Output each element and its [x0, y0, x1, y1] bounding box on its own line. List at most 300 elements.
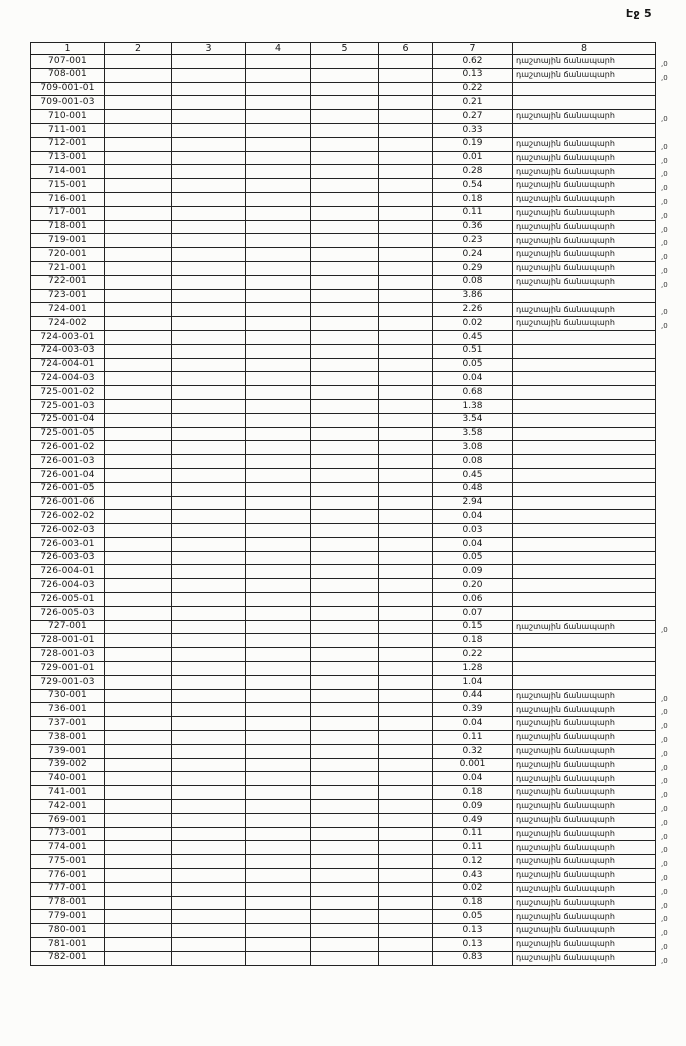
cell-empty	[311, 537, 379, 551]
margin-mark: ,0	[661, 625, 668, 634]
cell-empty	[246, 68, 311, 82]
table-row	[31, 827, 686, 841]
cell-empty	[311, 427, 379, 441]
cell-empty	[311, 496, 379, 510]
margin-mark: ,0	[661, 694, 668, 703]
cell-code: 726-002-02	[31, 510, 105, 524]
table-row	[31, 524, 686, 538]
cell-code: 779-001	[31, 910, 105, 924]
cell-code: 724-003-01	[31, 330, 105, 344]
cell-road-type	[513, 606, 656, 620]
cell-empty	[379, 289, 433, 303]
cell-code: 725-001-05	[31, 427, 105, 441]
margin-mark	[656, 386, 686, 400]
cell-code: 707-001	[31, 55, 105, 69]
table-row	[31, 951, 686, 965]
cell-code: 717-001	[31, 206, 105, 220]
table-row	[31, 537, 686, 551]
cell-empty	[172, 620, 246, 634]
table-row	[31, 869, 686, 883]
cell-empty	[246, 192, 311, 206]
cell-road-type	[513, 468, 656, 482]
cell-empty	[311, 869, 379, 883]
cell-empty	[379, 855, 433, 869]
cell-code: 720-001	[31, 248, 105, 262]
cell-empty	[311, 441, 379, 455]
margin-mark: ,0	[661, 280, 668, 289]
column-header-5: 5	[311, 43, 379, 55]
cell-value: 2.94	[433, 496, 513, 510]
cell-code: 726-004-01	[31, 565, 105, 579]
cell-empty	[172, 813, 246, 827]
cell-road-type: դաշտային ճանապարհ	[513, 703, 656, 717]
cell-empty	[105, 910, 172, 924]
cell-empty	[105, 427, 172, 441]
table-row	[31, 179, 686, 193]
cell-empty	[172, 358, 246, 372]
cell-code: 722-001	[31, 275, 105, 289]
cell-empty	[105, 951, 172, 965]
table-body	[31, 55, 686, 966]
margin-mark	[656, 441, 686, 455]
cell-empty	[172, 137, 246, 151]
margin-mark: ,0	[661, 901, 668, 910]
cell-empty	[172, 96, 246, 110]
cell-empty	[105, 717, 172, 731]
cell-empty	[246, 165, 311, 179]
margin-mark: ,0	[661, 749, 668, 758]
cell-value: 0.51	[433, 344, 513, 358]
cell-value: 0.13	[433, 924, 513, 938]
cell-value: 3.58	[433, 427, 513, 441]
table-row	[31, 344, 686, 358]
cell-empty	[246, 344, 311, 358]
cell-empty	[379, 82, 433, 96]
cell-road-type: դաշտային ճանապարհ	[513, 951, 656, 965]
table-row	[31, 151, 686, 165]
cell-empty	[172, 68, 246, 82]
cell-empty	[379, 620, 433, 634]
cell-value: 0.09	[433, 565, 513, 579]
cell-value: 1.04	[433, 675, 513, 689]
cell-empty	[379, 248, 433, 262]
cell-empty	[311, 330, 379, 344]
cell-empty	[379, 358, 433, 372]
table-row	[31, 717, 686, 731]
cell-value: 0.01	[433, 151, 513, 165]
cell-code: 736-001	[31, 703, 105, 717]
cell-empty	[379, 96, 433, 110]
cell-value: 0.05	[433, 910, 513, 924]
cell-value: 0.33	[433, 123, 513, 137]
cell-road-type	[513, 482, 656, 496]
cell-road-type: դաշտային ճանապարհ	[513, 234, 656, 248]
cell-value: 0.39	[433, 703, 513, 717]
cell-empty	[311, 455, 379, 469]
cell-code: 781-001	[31, 938, 105, 952]
column-header-7: 7	[433, 43, 513, 55]
cell-empty	[105, 248, 172, 262]
cell-value: 0.18	[433, 634, 513, 648]
cell-road-type: դաշտային ճանապարհ	[513, 317, 656, 331]
cell-empty	[105, 938, 172, 952]
cell-empty	[105, 786, 172, 800]
margin-mark: ,0	[661, 253, 668, 262]
margin-mark	[656, 648, 686, 662]
cell-code: 730-001	[31, 689, 105, 703]
cell-empty	[172, 800, 246, 814]
cell-road-type	[513, 96, 656, 110]
cell-empty	[105, 275, 172, 289]
cell-road-type	[513, 551, 656, 565]
cell-value: 0.20	[433, 579, 513, 593]
cell-empty	[172, 82, 246, 96]
cell-empty	[246, 330, 311, 344]
cell-empty	[105, 82, 172, 96]
cell-code: 724-001	[31, 303, 105, 317]
cell-empty	[246, 744, 311, 758]
table-row	[31, 662, 686, 676]
table-row	[31, 620, 686, 634]
margin-mark	[656, 413, 686, 427]
cell-empty	[172, 510, 246, 524]
cell-empty	[379, 648, 433, 662]
cell-empty	[379, 510, 433, 524]
cell-code: 726-003-03	[31, 551, 105, 565]
cell-empty	[311, 606, 379, 620]
table-row	[31, 744, 686, 758]
cell-road-type: դաշտային ճանապարհ	[513, 137, 656, 151]
margin-mark	[656, 372, 686, 386]
table-row	[31, 206, 686, 220]
cell-code: 726-002-03	[31, 524, 105, 538]
cell-empty	[379, 841, 433, 855]
cell-empty	[246, 372, 311, 386]
cell-value: 0.11	[433, 841, 513, 855]
cell-empty	[172, 924, 246, 938]
cell-empty	[105, 510, 172, 524]
cell-road-type	[513, 441, 656, 455]
cell-empty	[379, 524, 433, 538]
cell-empty	[246, 703, 311, 717]
cell-value: 0.68	[433, 386, 513, 400]
cell-value: 0.44	[433, 689, 513, 703]
cell-empty	[105, 261, 172, 275]
cell-empty	[379, 938, 433, 952]
cell-empty	[105, 468, 172, 482]
cell-empty	[246, 510, 311, 524]
column-header-3: 3	[172, 43, 246, 55]
cell-empty	[311, 344, 379, 358]
cell-empty	[379, 703, 433, 717]
cell-empty	[105, 96, 172, 110]
cell-value: 0.48	[433, 482, 513, 496]
cell-empty	[311, 482, 379, 496]
cell-empty	[311, 924, 379, 938]
cell-empty	[172, 634, 246, 648]
cell-value: 0.09	[433, 800, 513, 814]
margin-mark	[656, 565, 686, 579]
cell-empty	[379, 565, 433, 579]
cell-value: 2.26	[433, 303, 513, 317]
cell-value: 0.22	[433, 82, 513, 96]
cell-empty	[311, 882, 379, 896]
cell-value: 0.04	[433, 717, 513, 731]
cell-empty	[246, 772, 311, 786]
cell-empty	[105, 620, 172, 634]
cell-empty	[311, 179, 379, 193]
cell-code: 710-001	[31, 110, 105, 124]
cell-value: 0.54	[433, 179, 513, 193]
table-row	[31, 386, 686, 400]
cell-empty	[246, 179, 311, 193]
margin-mark	[656, 455, 686, 469]
cell-empty	[311, 55, 379, 69]
cell-empty	[246, 524, 311, 538]
cell-value: 0.62	[433, 55, 513, 69]
table-row	[31, 579, 686, 593]
cell-code: 726-003-01	[31, 537, 105, 551]
cell-code: 774-001	[31, 841, 105, 855]
cell-empty	[379, 275, 433, 289]
cell-empty	[246, 303, 311, 317]
cell-empty	[379, 137, 433, 151]
cell-empty	[311, 96, 379, 110]
margin-mark: ,0	[661, 873, 668, 882]
cell-road-type	[513, 413, 656, 427]
table-row	[31, 96, 686, 110]
cell-value: 0.04	[433, 510, 513, 524]
table-row	[31, 689, 686, 703]
cell-road-type: դաշտային ճանապարհ	[513, 261, 656, 275]
cell-code: 729-001-01	[31, 662, 105, 676]
table-row	[31, 248, 686, 262]
cell-value: 3.54	[433, 413, 513, 427]
table-row	[31, 123, 686, 137]
cell-value: 1.38	[433, 399, 513, 413]
cell-empty	[311, 137, 379, 151]
cell-value: 0.15	[433, 620, 513, 634]
cell-empty	[246, 786, 311, 800]
cell-empty	[379, 869, 433, 883]
cell-road-type: դաշտային ճանապարհ	[513, 910, 656, 924]
table-row	[31, 841, 686, 855]
cell-empty	[172, 413, 246, 427]
cell-empty	[246, 620, 311, 634]
margin-mark: ,0	[661, 777, 668, 786]
cell-road-type: դաշտային ճանապարհ	[513, 303, 656, 317]
cell-road-type: դաշտային ճանապարհ	[513, 717, 656, 731]
table-row	[31, 455, 686, 469]
table-row	[31, 593, 686, 607]
cell-empty	[105, 841, 172, 855]
cell-empty	[172, 206, 246, 220]
cell-road-type	[513, 662, 656, 676]
cell-empty	[105, 703, 172, 717]
cell-value: 0.28	[433, 165, 513, 179]
cell-code: 729-001-03	[31, 675, 105, 689]
table-row	[31, 482, 686, 496]
table-row	[31, 234, 686, 248]
cell-value: 0.22	[433, 648, 513, 662]
table-row	[31, 399, 686, 413]
cell-road-type: դաշտային ճանապարհ	[513, 938, 656, 952]
cell-empty	[379, 372, 433, 386]
cell-empty	[172, 537, 246, 551]
cell-empty	[311, 717, 379, 731]
cell-empty	[311, 372, 379, 386]
table-row	[31, 165, 686, 179]
cell-empty	[311, 938, 379, 952]
cell-empty	[379, 413, 433, 427]
cell-empty	[105, 855, 172, 869]
cell-empty	[172, 579, 246, 593]
cell-empty	[311, 634, 379, 648]
cell-code: 712-001	[31, 137, 105, 151]
cell-empty	[172, 951, 246, 965]
cell-empty	[311, 551, 379, 565]
cell-empty	[246, 896, 311, 910]
cell-empty	[246, 206, 311, 220]
cell-empty	[311, 261, 379, 275]
cell-empty	[379, 910, 433, 924]
cell-empty	[246, 841, 311, 855]
cell-empty	[105, 800, 172, 814]
cell-empty	[246, 96, 311, 110]
cell-road-type	[513, 648, 656, 662]
table-row	[31, 634, 686, 648]
cell-empty	[379, 386, 433, 400]
cell-code: 725-001-02	[31, 386, 105, 400]
cell-road-type	[513, 399, 656, 413]
margin-mark: ,0	[661, 59, 668, 68]
cell-road-type	[513, 537, 656, 551]
cell-value: 0.45	[433, 468, 513, 482]
cell-empty	[311, 744, 379, 758]
margin-mark	[656, 123, 686, 137]
cell-empty	[379, 441, 433, 455]
cell-empty	[105, 579, 172, 593]
cell-empty	[105, 234, 172, 248]
cell-empty	[105, 455, 172, 469]
cell-empty	[246, 123, 311, 137]
cell-empty	[105, 123, 172, 137]
cell-code: 728-001-01	[31, 634, 105, 648]
cell-value: 0.11	[433, 731, 513, 745]
cell-empty	[172, 468, 246, 482]
margin-mark: ,0	[661, 860, 668, 869]
table-row	[31, 55, 686, 69]
cell-empty	[105, 662, 172, 676]
cell-empty	[311, 289, 379, 303]
cell-value: 0.21	[433, 96, 513, 110]
table-row	[31, 303, 686, 317]
cell-empty	[105, 772, 172, 786]
cell-empty	[172, 179, 246, 193]
cell-empty	[172, 827, 246, 841]
column-header-2: 2	[105, 43, 172, 55]
cell-empty	[172, 372, 246, 386]
cell-road-type: դաշտային ճանապարհ	[513, 800, 656, 814]
cell-road-type	[513, 82, 656, 96]
cell-empty	[379, 317, 433, 331]
cell-empty	[246, 910, 311, 924]
table-row	[31, 275, 686, 289]
cell-road-type: դաշտային ճանապարհ	[513, 813, 656, 827]
cell-empty	[105, 151, 172, 165]
margin-mark	[656, 96, 686, 110]
table-row	[31, 813, 686, 827]
cell-empty	[105, 386, 172, 400]
cell-empty	[105, 206, 172, 220]
cell-road-type	[513, 496, 656, 510]
cell-empty	[172, 910, 246, 924]
table-row	[31, 137, 686, 151]
cell-empty	[379, 68, 433, 82]
table-row	[31, 896, 686, 910]
cell-value: 0.18	[433, 192, 513, 206]
cell-road-type	[513, 455, 656, 469]
margin-mark	[656, 399, 686, 413]
cell-empty	[105, 192, 172, 206]
cell-empty	[172, 344, 246, 358]
cell-empty	[105, 317, 172, 331]
cell-empty	[311, 579, 379, 593]
margin-mark: ,0	[661, 184, 668, 193]
cell-empty	[246, 248, 311, 262]
cell-empty	[379, 234, 433, 248]
table-row	[31, 924, 686, 938]
cell-empty	[246, 634, 311, 648]
margin-mark	[656, 330, 686, 344]
cell-empty	[379, 537, 433, 551]
cell-code: 714-001	[31, 165, 105, 179]
cell-empty	[379, 220, 433, 234]
cell-value: 0.49	[433, 813, 513, 827]
cell-code: 713-001	[31, 151, 105, 165]
margin-mark	[656, 289, 686, 303]
cell-value: 0.23	[433, 234, 513, 248]
cell-empty	[379, 786, 433, 800]
cell-empty	[379, 593, 433, 607]
cell-empty	[311, 855, 379, 869]
cell-empty	[172, 896, 246, 910]
cell-empty	[105, 399, 172, 413]
margin-mark: ,0	[661, 804, 668, 813]
cell-empty	[379, 399, 433, 413]
cell-empty	[246, 151, 311, 165]
cell-empty	[246, 220, 311, 234]
margin-mark: ,0	[661, 942, 668, 951]
cell-empty	[311, 303, 379, 317]
cell-empty	[105, 827, 172, 841]
cell-empty	[246, 827, 311, 841]
table-row	[31, 510, 686, 524]
table-row	[31, 606, 686, 620]
cell-empty	[311, 510, 379, 524]
cell-code: 778-001	[31, 896, 105, 910]
cell-empty	[172, 455, 246, 469]
cell-road-type: դաշտային ճանապարհ	[513, 731, 656, 745]
cell-value: 0.12	[433, 855, 513, 869]
table-row	[31, 565, 686, 579]
cell-empty	[172, 110, 246, 124]
cell-empty	[379, 551, 433, 565]
cell-value: 0.04	[433, 537, 513, 551]
cell-code: 726-005-03	[31, 606, 105, 620]
cell-empty	[105, 551, 172, 565]
cell-empty	[172, 662, 246, 676]
